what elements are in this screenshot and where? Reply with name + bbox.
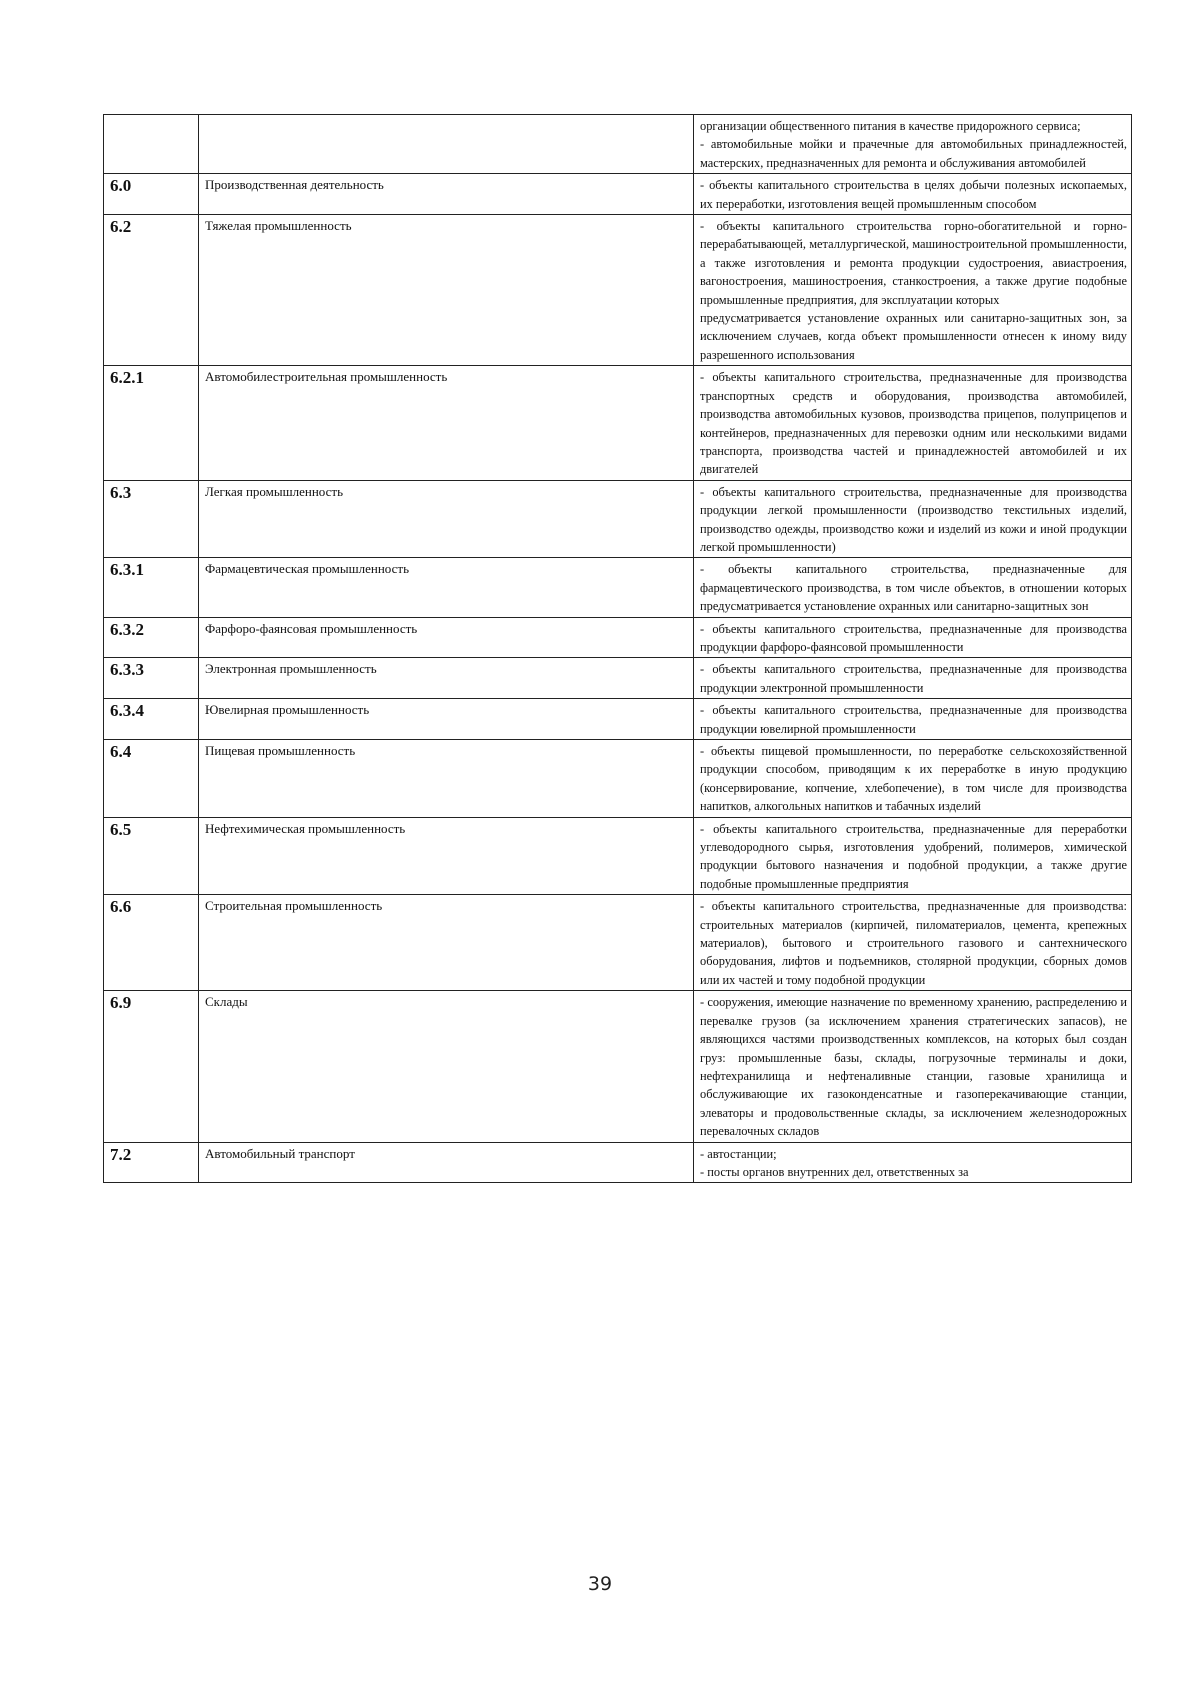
row-name: Фармацевтическая промышленность bbox=[199, 558, 694, 617]
row-code: 6.4 bbox=[104, 740, 199, 818]
description-line: - сооружения, имеющие назначение по временному хранению, распределению и перевалке грузов (за исключением хранения стратегических запасов), не являющихся частями производственных комплексов, на которых был создан груз: промышленные базы, склады, погрузочные терминалы и доки, нефтехранилища и нефтеналивные станции, газовые хранилища и обслуживающие их газоконденсатные и газоперекачивающие станции, элеваторы и продовольственные склады, за исключением железнодорожных перевалочных складов bbox=[700, 995, 1127, 1139]
description-line: - объекты капитального строительства, предназначенные для производства продукции легкой промышленности (производство текстильных изделий, производство одежды, производство кожи и изделий из кожи и иной продукции легкой промышленности) bbox=[700, 484, 1127, 554]
row-name: Легкая промышленность bbox=[199, 480, 694, 558]
description-line: - объекты пищевой промышленности, по переработке сельскохозяйственной продукции способом, приводящим к их переработке в иную продукцию (консервирование, копчение, хлебопечение), в том числе для производства напитков, алкогольных напитков и табачных изделий bbox=[700, 744, 1127, 814]
row-description bbox=[694, 658, 1132, 699]
row-description bbox=[694, 817, 1132, 895]
row-code: 6.3 bbox=[104, 480, 199, 558]
row-name: Автомобилестроительная промышленность bbox=[199, 366, 694, 480]
row-name: Автомобильный транспорт bbox=[199, 1142, 694, 1183]
row-name: Склады bbox=[199, 991, 694, 1142]
description-line: - объекты капитального строительства, предназначенные для фармацевтического производства, в том числе объектов, в отношении которых предусматривается установление охранных или санитарно-защитных зон bbox=[700, 562, 1127, 614]
page-number: 39 bbox=[587, 1573, 613, 1595]
land-use-table bbox=[103, 114, 1132, 1183]
row-code: 6.3.1 bbox=[104, 558, 199, 617]
table-row bbox=[104, 558, 1132, 617]
row-name: Ювелирная промышленность bbox=[199, 699, 694, 740]
row-name bbox=[199, 115, 694, 174]
description-line: - объекты капитального строительства, предназначенные для производства: строительных материалов (кирпичей, пиломатериалов, цемента, крепежных материалов), бытового и строительного газового и сантехнического оборудования, лифтов и подъемников, столярной продукции, сборных домов или их частей и тому подобной продукции bbox=[700, 899, 1127, 987]
row-description bbox=[694, 699, 1132, 740]
row-code bbox=[104, 115, 199, 174]
row-description bbox=[694, 215, 1132, 366]
row-name: Нефтехимическая промышленность bbox=[199, 817, 694, 895]
row-description bbox=[694, 991, 1132, 1142]
description-line: - посты органов внутренних дел, ответственных за bbox=[700, 1164, 969, 1179]
table-row bbox=[104, 1142, 1132, 1183]
row-description bbox=[694, 895, 1132, 991]
row-name: Тяжелая промышленность bbox=[199, 215, 694, 366]
row-code: 6.2.1 bbox=[104, 366, 199, 480]
table-row bbox=[104, 366, 1132, 480]
table-row bbox=[104, 658, 1132, 699]
description-line: - автостанции; bbox=[700, 1146, 777, 1161]
description-line: - объекты капитального строительства, предназначенные для переработки углеводородного сырья, изготовления удобрений, полимеров, химической продукции бытового назначения и подобной продукции, а также другие подобные промышленные предприятия bbox=[700, 821, 1127, 891]
description-line: - автомобильные мойки и прачечные для автомобильных принадлежностей, мастерских, предназначенных для ремонта и обслуживания автомобилей bbox=[700, 137, 1127, 170]
description-line: - объекты капитального строительства, предназначенные для производства продукции ювелирной промышленности bbox=[700, 703, 1127, 736]
row-code: 7.2 bbox=[104, 1142, 199, 1183]
row-description bbox=[694, 174, 1132, 215]
table-row bbox=[104, 115, 1132, 174]
row-code: 6.3.2 bbox=[104, 617, 199, 658]
table-row bbox=[104, 215, 1132, 366]
description-line: организации общественного питания в качестве придорожного сервиса; bbox=[700, 119, 1081, 133]
row-code: 6.0 bbox=[104, 174, 199, 215]
row-name: Пищевая промышленность bbox=[199, 740, 694, 818]
table-row bbox=[104, 480, 1132, 558]
table-row bbox=[104, 817, 1132, 895]
row-description bbox=[694, 617, 1132, 658]
row-name: Фарфоро-фаянсовая промышленность bbox=[199, 617, 694, 658]
row-code: 6.6 bbox=[104, 895, 199, 991]
description-line: - объекты капитального строительства, предназначенные для производства транспортных средств и оборудования, производства автомобилей, производства автомобильных кузовов, производства прицепов, полуприцепов и контейнеров, предназначенных для перевозки одним или несколькими видами транспорта, производства частей и принадлежностей автомобилей и их двигателей bbox=[700, 370, 1127, 477]
row-name: Электронная промышленность bbox=[199, 658, 694, 699]
description-line: предусматривается установление охранных или санитарно-защитных зон, за исключением случаев, когда объект промышленности отнесен к иному виду разрешенного использования bbox=[700, 311, 1127, 362]
row-description bbox=[694, 366, 1132, 480]
row-code: 6.9 bbox=[104, 991, 199, 1142]
table-body bbox=[104, 115, 1132, 1183]
row-code: 6.3.3 bbox=[104, 658, 199, 699]
row-code: 6.5 bbox=[104, 817, 199, 895]
row-description bbox=[694, 1142, 1132, 1183]
row-name: Строительная промышленность bbox=[199, 895, 694, 991]
row-name: Производственная деятельность bbox=[199, 174, 694, 215]
row-description bbox=[694, 115, 1132, 174]
row-code: 6.2 bbox=[104, 215, 199, 366]
table-row bbox=[104, 174, 1132, 215]
row-code: 6.3.4 bbox=[104, 699, 199, 740]
table-row bbox=[104, 895, 1132, 991]
row-description bbox=[694, 558, 1132, 617]
table-row bbox=[104, 991, 1132, 1142]
table-row bbox=[104, 740, 1132, 818]
row-description bbox=[694, 740, 1132, 818]
row-description bbox=[694, 480, 1132, 558]
table-row bbox=[104, 617, 1132, 658]
table-row bbox=[104, 699, 1132, 740]
description-line: - объекты капитального строительства горно-обогатительной и горно-перерабатывающей, металлургической, машиностроительной промышленности, а также изготовления и ремонта продукции судостроения, авиастроения, вагоностроения, машиностроения, станкостроения, а также другие подобные промышленные предприятия, для эксплуатации которых bbox=[700, 219, 1127, 307]
description-line: - объекты капитального строительства, предназначенные для производства продукции электронной промышленности bbox=[700, 662, 1127, 695]
description-line: - объекты капитального строительства, предназначенные для производства продукции фарфоро-фаянсовой промышленности bbox=[700, 621, 1127, 654]
description-line: - объекты капитального строительства в целях добычи полезных ископаемых, их переработки, изготовления вещей промышленным способом bbox=[700, 178, 1127, 211]
